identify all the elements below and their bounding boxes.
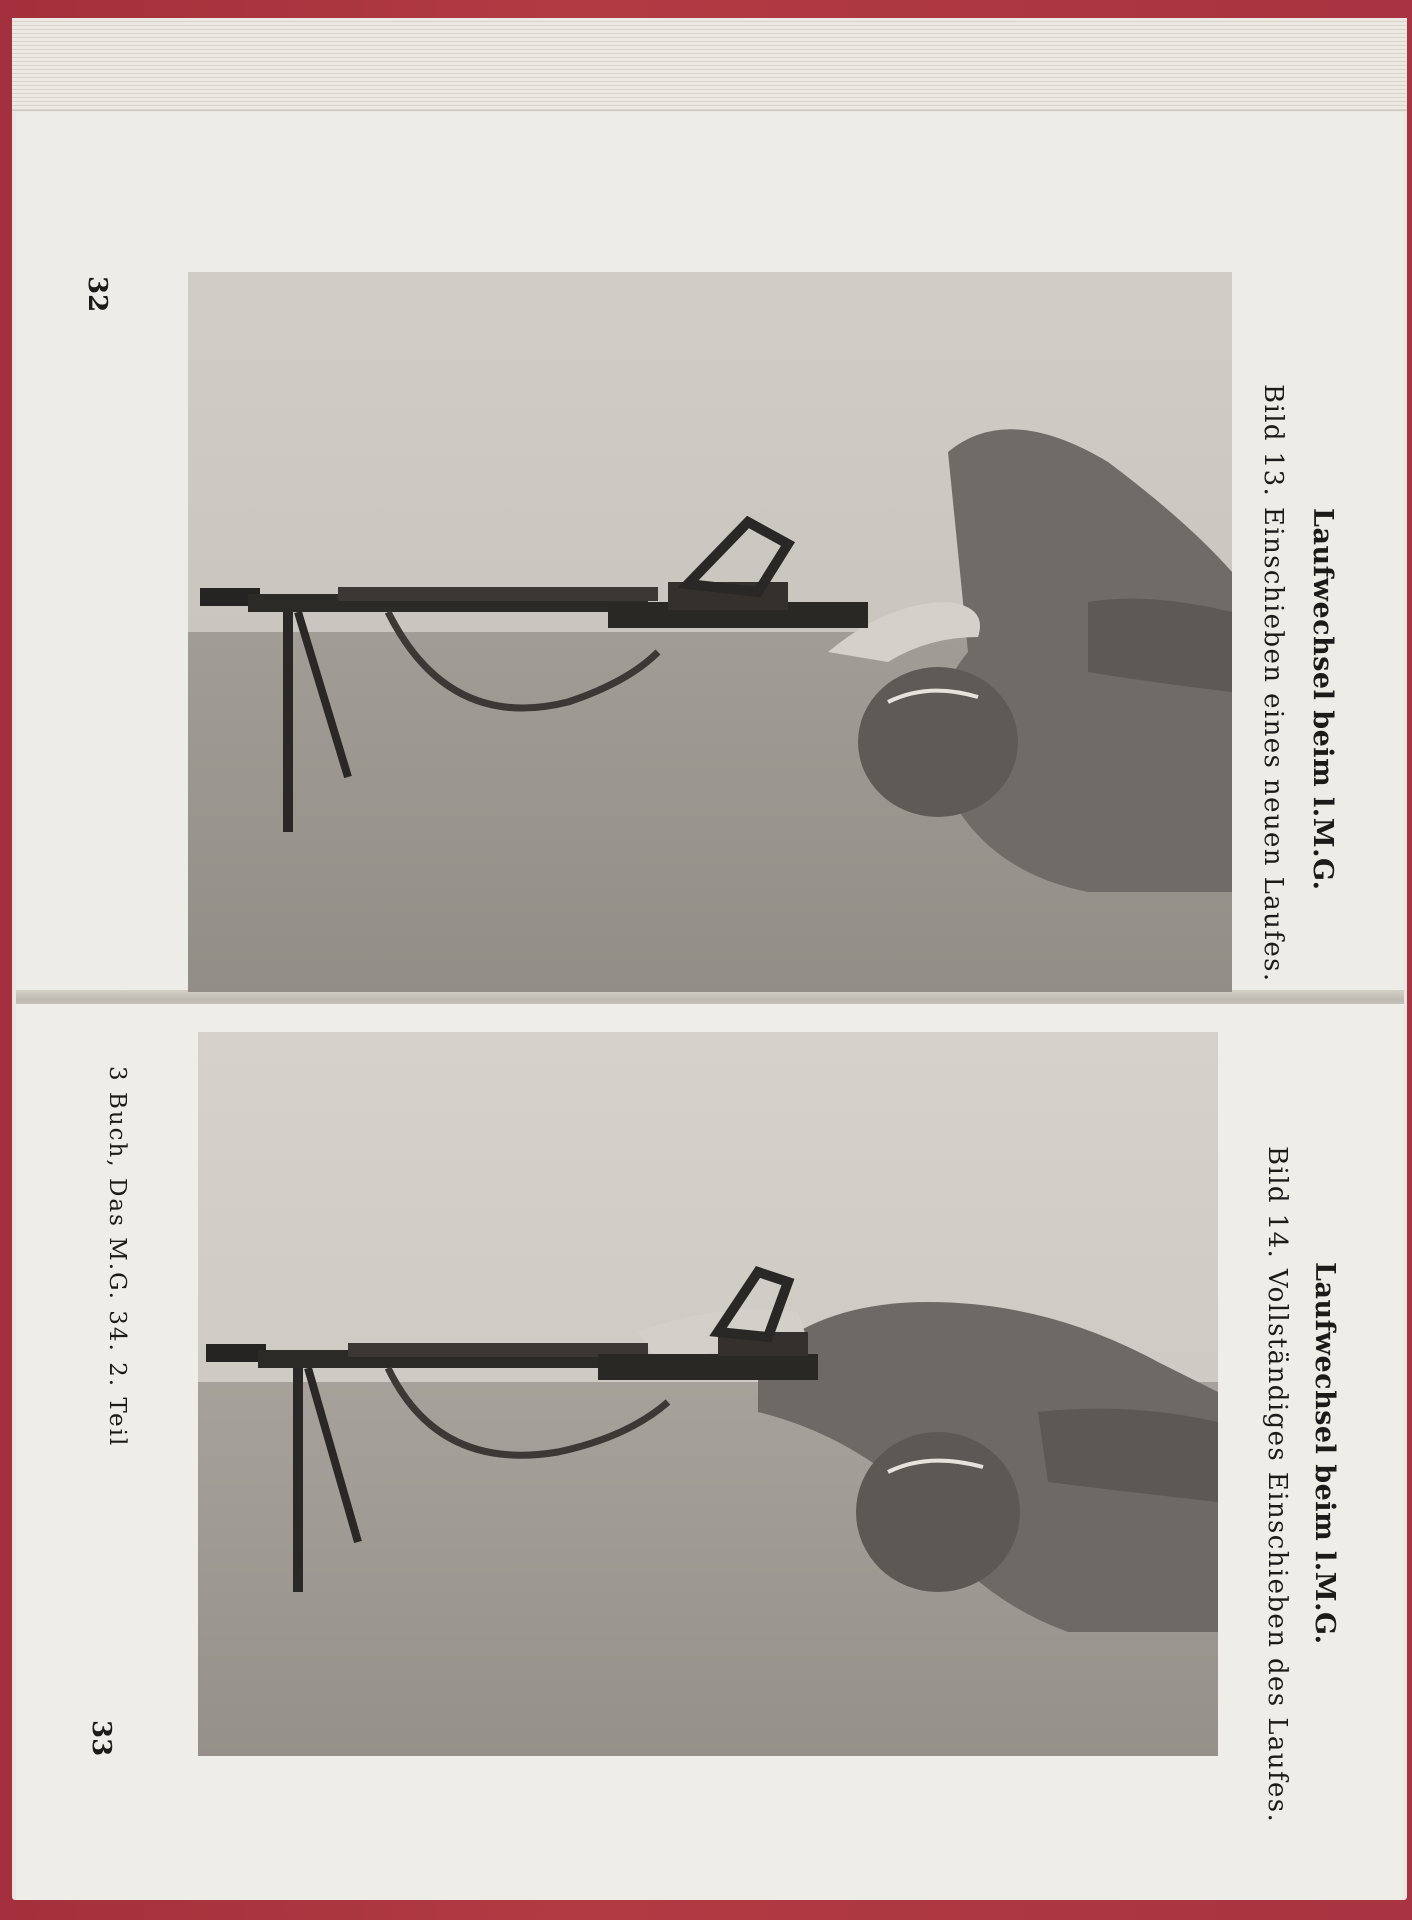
caption-title-bottom: Laufwechsel beim l.M.G. (1309, 1262, 1340, 1645)
helmet (856, 1432, 1020, 1592)
page-edges (12, 18, 1407, 111)
caption-text-bottom: Bild 14. Vollständiges Einschieben des Laufes. (1262, 1146, 1292, 1824)
page-number-top: 32 (82, 276, 112, 313)
page-number-bottom: 33 (86, 1720, 116, 1757)
photo-bild-13 (188, 272, 1232, 992)
caption-title-top: Laufwechsel beim l.M.G. (1307, 508, 1338, 891)
photo-bild-14 (198, 1032, 1218, 1756)
footer-signature: 3 Buch, Das M.G. 34. 2. Teil (104, 1066, 130, 1448)
caption-text-top: Bild 13. Einschieben eines neuen Laufes. (1258, 384, 1288, 983)
